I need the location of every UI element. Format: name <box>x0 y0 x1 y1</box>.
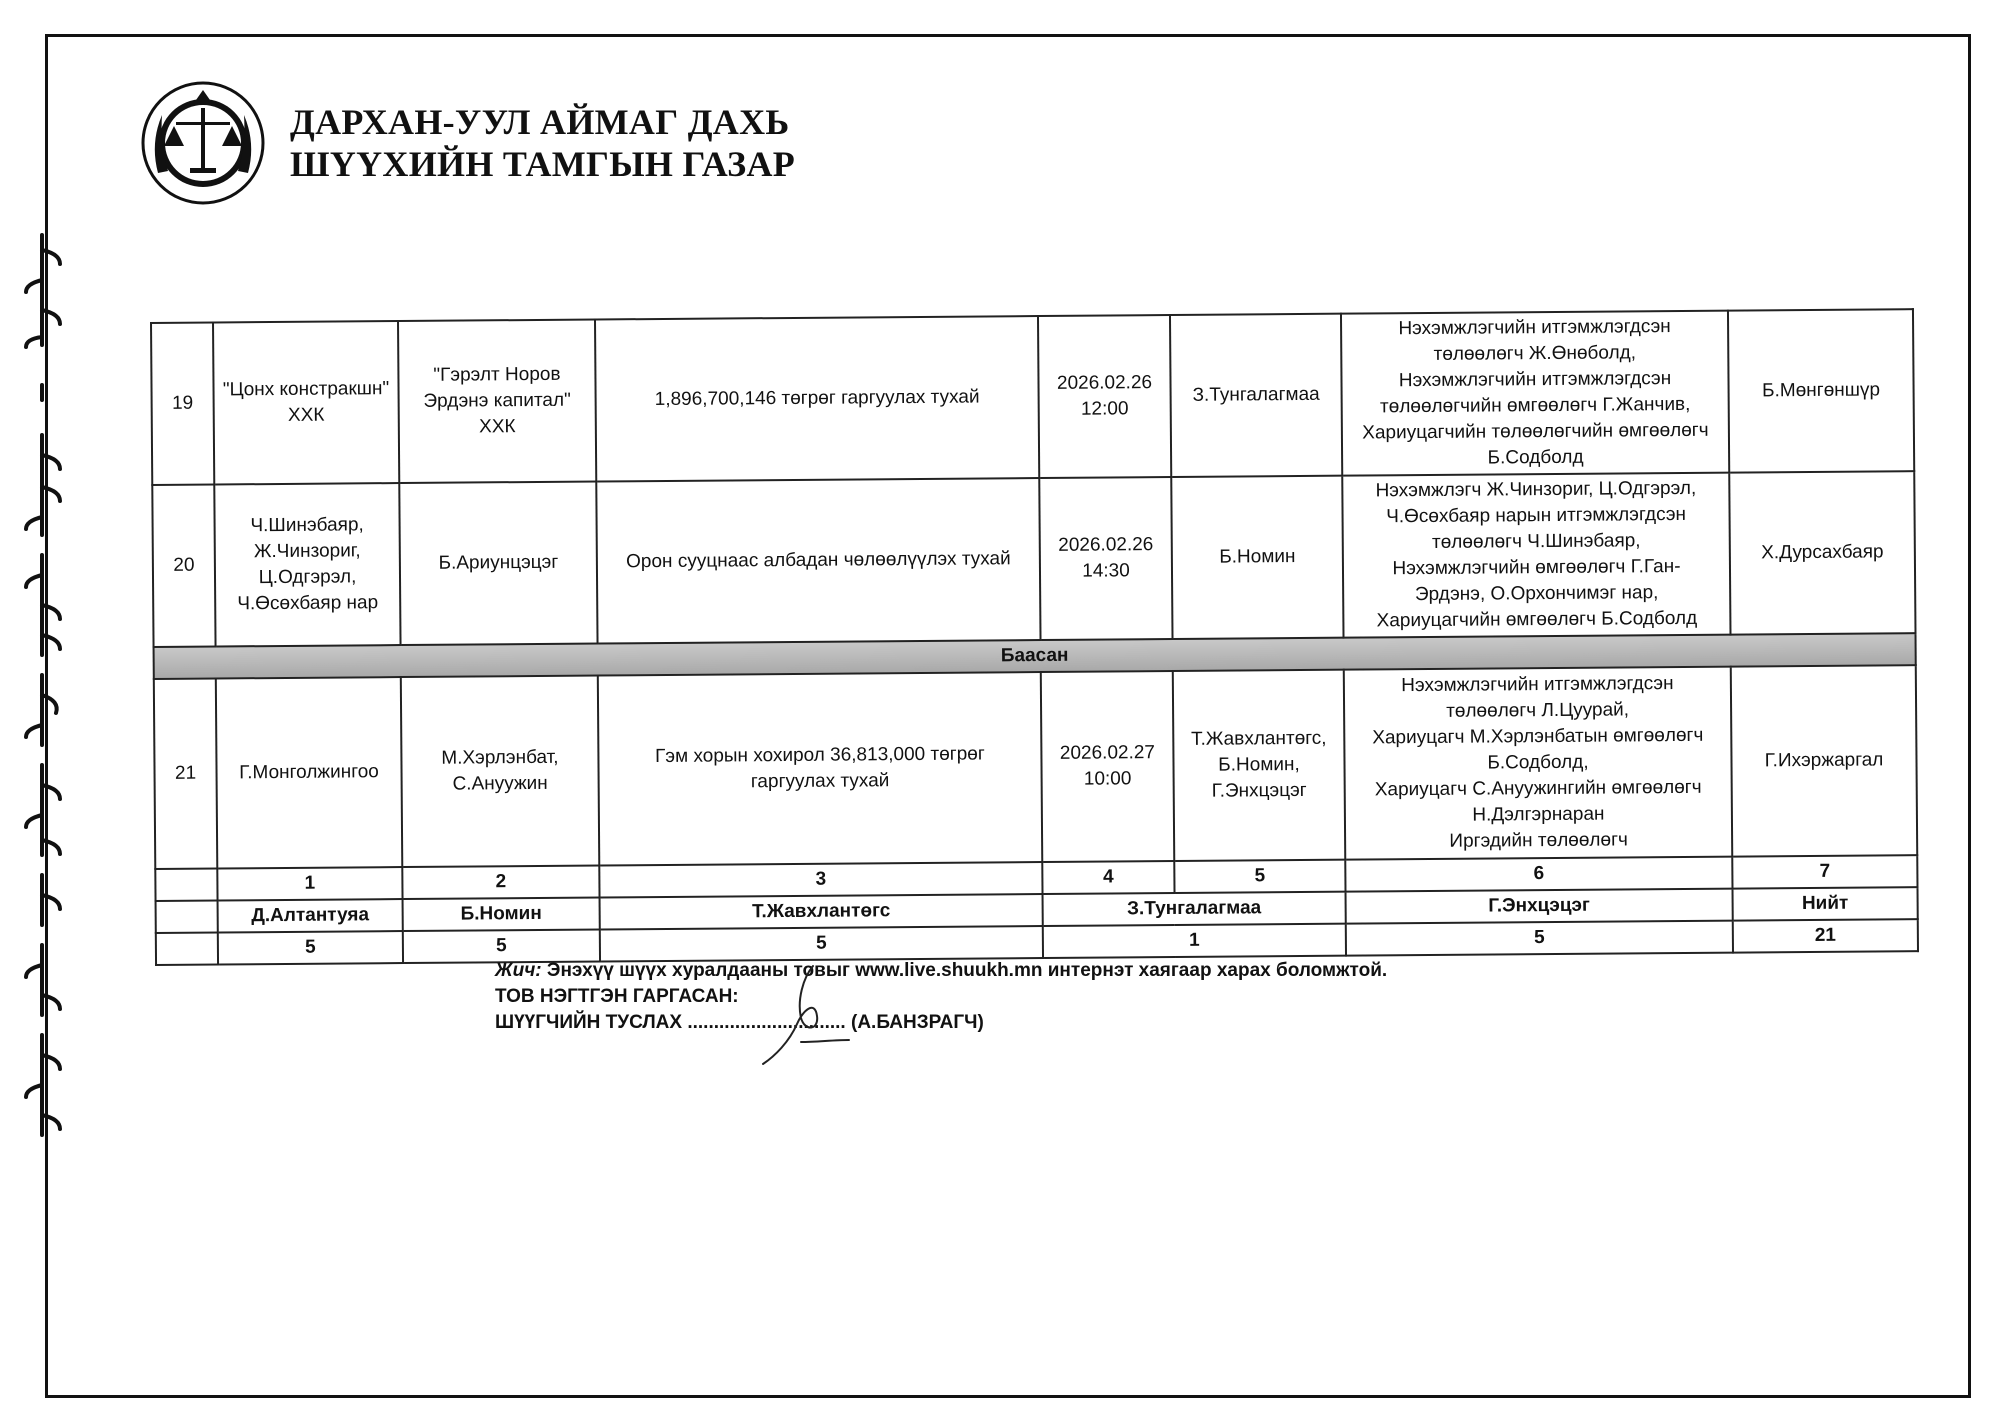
summary-spacer <box>156 932 218 964</box>
note-line <box>495 958 1387 984</box>
hearing-schedule-table <box>150 308 1919 966</box>
summary-number: 2 <box>402 865 599 899</box>
secretary-cell: Б.Мөнгөншүр <box>1728 309 1914 472</box>
footer-note <box>495 958 1387 1036</box>
summary-number: 1 <box>217 867 402 900</box>
summary-judge: Б.Номин <box>403 897 600 931</box>
table-row <box>151 309 1914 485</box>
organization-title <box>290 101 795 185</box>
summary-spacer <box>156 900 218 932</box>
summary-number: 6 <box>1345 857 1732 892</box>
summary-number: 7 <box>1732 855 1917 888</box>
table-row <box>154 665 1917 869</box>
row-number: 20 <box>152 485 215 647</box>
claim-cell: Орон сууцнаас албадан чөлөөлүүлэх тухай <box>596 478 1040 643</box>
day-label: Баасан <box>154 633 1916 679</box>
handwritten-signature <box>745 960 865 1070</box>
row-number: 19 <box>151 323 214 485</box>
note-label: Жич: <box>495 960 542 981</box>
judge-cell: Т.Жавхлантөгс, Б.Номин, Г.Энхцэцэг <box>1173 670 1345 861</box>
summary-judge: Т.Жавхлантөгс <box>600 894 1043 929</box>
summary-total-label: Нийт <box>1732 887 1917 920</box>
summary-count: 5 <box>218 931 403 964</box>
summary-spacer <box>155 868 217 900</box>
defendant-cell: Б.Ариунцэцэг <box>399 482 597 646</box>
summary-judge: З.Тунгалагмаа <box>1043 892 1346 926</box>
datetime-cell: 2026.02.27 10:00 <box>1041 671 1174 862</box>
summary-judge: Г.Энхцэцэг <box>1346 889 1733 924</box>
plaintiff-cell: "Цонх констракшн" ХХК <box>213 321 399 484</box>
organization-title-line1: ДАРХАН-УУЛ АЙМАГ ДАХЬ <box>290 102 790 142</box>
datetime-cell: 2026.02.26 14:30 <box>1039 477 1172 640</box>
assistant-line <box>495 1010 1387 1036</box>
summary-total-count: 21 <box>1733 919 1918 952</box>
table-row <box>152 471 1915 647</box>
plaintiff-cell: Ч.Шинэбаяр, Ж.Чинзориг, Ц.Одгэрэл, Ч.Өсөхбаяр нар <box>214 483 400 646</box>
assistant-name: (А.БАНЗРАГЧ) <box>851 1012 984 1033</box>
organization-title-line2: ШҮҮХИЙН ТАМГЫН ГАЗАР <box>290 144 796 184</box>
assistant-label: ШҮҮГЧИЙН ТУСЛАХ <box>495 1012 683 1033</box>
claim-cell: Гэм хорын хохирол 36,813,000 төгрөг гаргуулах тухай <box>598 672 1042 865</box>
secretary-cell: Х.Дурсахбаяр <box>1729 471 1915 634</box>
summary-count: 5 <box>600 926 1043 961</box>
summary-count: 5 <box>1346 921 1733 956</box>
row-number: 21 <box>154 678 217 868</box>
judge-cell: Б.Номин <box>1171 476 1343 639</box>
participants-cell: Нэхэмжлэгчийн итгэмжлэгдсэн төлөөлөгч Ж.Өнөболд, Нэхэмжлэгчийн итгэмжлэгдсэн төлөөлөгчийн өмгөөлөгч Г.Жанчив, Хариуцагчийн төлөөлөгчийн өмгөөлөгч Б.Содболд <box>1341 311 1729 476</box>
claim-cell: 1,896,700,146 төгрөг гаргуулах тухай <box>595 316 1039 481</box>
datetime-cell: 2026.02.26 12:00 <box>1038 315 1171 478</box>
participants-cell: Нэхэмжлэгчийн итгэмжлэгдсэн төлөөлөгч Л.Цуурай, Хариуцагч М.Хэрлэнбатын өмгөөлөгч Б.Содболд, Хариуцагч С.Ануужингийн өмгөөлөгч Н.Дэлгэрнаран Иргэдийн төлөөлөгч <box>1344 667 1732 860</box>
participants-cell: Нэхэмжлэгч Ж.Чинзориг, Ц.Одгэрэл, Ч.Өсөхбаяр нарын итгэмжлэгдсэн төлөөлөгч Ч.Шинэбаяр, Нэхэмжлэгчийн өмгөөлөгч Г.Ган- Эрдэнэ, О.Орхончимэг нар, Хариуцагчийн өмгөөлөгч Б.Содболд <box>1342 473 1730 638</box>
mongolian-script-side-text <box>4 225 80 1150</box>
secretary-cell: Г.Ихэржаргал <box>1731 665 1917 856</box>
header <box>138 78 795 208</box>
summary-number: 4 <box>1042 861 1174 894</box>
summary-count: 5 <box>403 929 600 963</box>
summary-number: 5 <box>1174 860 1345 893</box>
summary-judge: Д.Алтантуяа <box>218 899 403 932</box>
summary-count: 1 <box>1043 924 1346 958</box>
plaintiff-cell: Г.Монголжингоо <box>216 677 402 868</box>
summary-number: 3 <box>599 862 1042 897</box>
defendant-cell: М.Хэрлэнбат, С.Ануужин <box>401 675 599 867</box>
note-text: Энэхүү шүүх хуралдааны товыг www.live.shuukh.mn интернэт хаягаар харах боломжтой. <box>546 960 1388 981</box>
judge-cell: З.Тунгалагмаа <box>1170 314 1342 477</box>
signature-dots: .............................. <box>687 1012 846 1033</box>
defendant-cell: "Гэрэлт Норов Эрдэнэ капитал" ХХК <box>398 320 596 484</box>
compiled-by-label: ТОВ НЭГТГЭН ГАРГАСАН: <box>495 986 739 1007</box>
court-emblem-icon <box>138 78 268 208</box>
